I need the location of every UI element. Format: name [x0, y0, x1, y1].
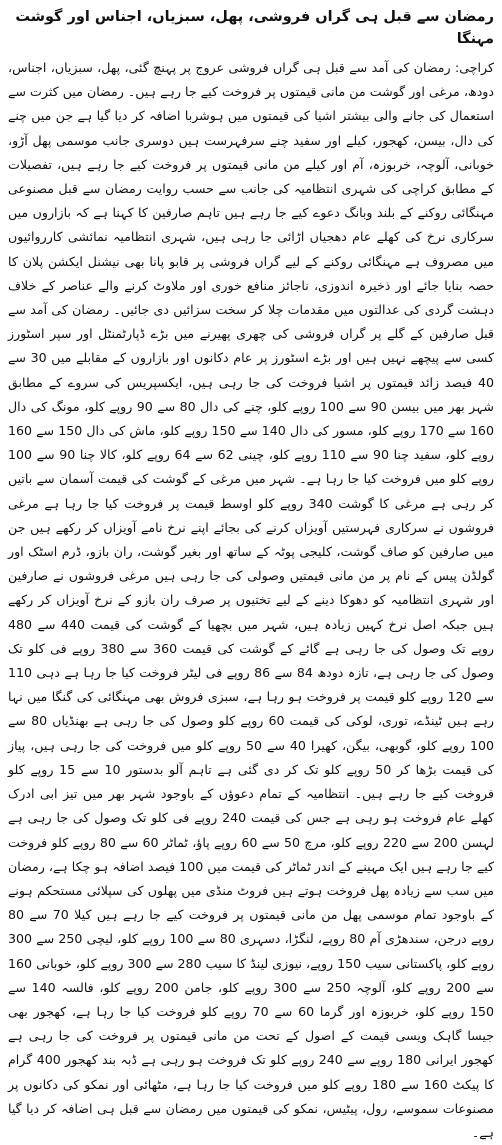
article-headline: رمضان سے قبل ہی گراں فروشی، پھل، سبزیاں، اجناس اور گوشت مہنگا: [15, 9, 494, 47]
article-body: کراچی: رمضان کی آمد سے قبل ہی گراں فروشی عروج پر پہنچ گئی، پھل، سبزیاں، اجناس، دودھ، مرغی اور گوشت من مانی قیمتوں پر فروخت کیے جا رہے ہیں۔ رمضان میں کثرت سے استعمال کی جانے والی بیشتر اشیا کی قیمتوں میں ہوشربا اضافہ کر دیا گیا ہے جن میں چنے کی دال، بیسن، کھجور، کیلے اور سفید چنے سرفہرست ہیں دوسری جانب موسمی پھل آڑو، خوبانی، آلوچہ، خربوزہ، آم اور کیلے من مانی قیمتوں پر فروخت کیے جا رہے ہیں، تفصیلات کے مطابق کراچی کی شہری انتظامیہ کی جانب سے حسب روایت رمضان سے قبل مصنوعی مہنگائی روکنے کے بلند وبانگ دعوے کیے جا رہے ہیں تاہم صارفین کا کہنا ہے کہ بازاروں میں سرکاری نرخ کی کھلے عام دھجیاں اڑائی جا رہی ہیں، شہری انتظامیہ نمائشی کارروائیوں میں مصروف ہے مہنگائی روکنے کے لیے گراں فروشی پر قابو پانا بھی نیشنل ایکشن پلان کا حصہ بنایا جائے اور ذخیرہ اندوزی، ناجائز منافع خوری اور ملاوٹ کرنے والے عناصر کے خلاف دہشت گردی کی عدالتوں میں مقدمات چلا کر سخت سزائیں دی جائیں۔ رمضان کی آمد سے قبل صارفین کے گلے پر گراں فروشی کی چھری پھیرنے میں بڑے ڈپارٹمنٹل اور سپر اسٹورز کسی سے پیچھے نہیں ہیں اور بڑے اسٹورز پر عام دکانوں اور بازاروں کے مقابلے میں 30 سے 40 فیصد زائد قیمتوں پر اشیا فروخت کی جا رہی ہیں، ایکسپریس کی سروے کے مطابق شہر بھر میں بیسن 90 سے 100 روپے کلو، چنے کی دال 80 سے 90 روپے کلو، مونگ کی دال 160 سے 170 روپے کلو، مسور کی دال 140 سے 150 روپے کلو، ماش کی دال 150 سے 160 روپے کلو، سفید چنا 90 سے 110 روپے کلو، چینی 62 سے 64 روپے کلو، کالا چنا 90 سے 100 روپے کلو میں فروخت کیا جا رہا ہے۔ شہر میں مرغی کے گوشت کی قیمت آسمان سے باتیں کر رہی ہے مرغی کا گوشت 340 روپے کلو اوسط قیمت پر فروخت کیا جا رہا ہے مرغی فروشوں نے سرکاری فہرستیں آویزاں کرنے کی بجائے اپنے نرخ نامے آویزاں کر رکھے ہیں جن میں صارفین کو صاف گوشت، کلیجی پوٹہ کے ساتھ اور بغیر گوشت، ران بازو، ڈرم اسٹک اور گولڈن پیس کے نام پر من مانی قیمتیں وصولی کی جا رہی ہیں مرغی فروشوں نے صارفین اور شہری انتظامیہ کو دھوکا دینے کے لیے تختیوں پر صرف ران بازو کے نرخ آویزاں کر رکھے ہیں جبکہ اصل نرخ کہیں زیادہ ہیں، شہر میں بچھیا کے گوشت کی قیمت 440 سے 480 روپے تک وصول کی جا رہی ہے گائے کے گوشت کی قیمت 360 سے 380 روپے فی کلو تک وصول کی جا رہی ہے، تازہ دودھ 84 سے 86 روپے فی لیٹر فروخت کیا جا رہا ہے دہی 110 سے 120 روپے کلو قیمت پر فروخت ہو رہا ہے، سبزی فروش بھی مہنگائی کی گنگا میں نہا رہے ہیں ٹینڈے، توری، لوکی کی قیمت 60 روپے کلو وصول کی جا رہی ہے بھنڈیاں 80 سے 100 روپے کلو، گوبھی، بیگن، کھیرا 40 سے 50 روپے کلو میں فروخت کی جا رہی ہیں، پیاز کی قیمت بڑھا کر 50 روپے کلو تک کر دی گئی ہے تاہم آلو بدستور 10 سے 15 روپے کلو فروخت کیے جا رہے ہیں۔ انتظامیہ کے تمام دعوؤں کے باوجود شہر بھر میں تیز ابی ادرک کھلے عام فروخت ہو رہی ہے جس کی قیمت 240 روپے فی کلو تک وصول کی جا رہی ہے لہسن 200 سے 220 روپے کلو، مرچ 50 سے 60 روپے پاؤ، ٹماٹر 60 سے 80 روپے کلو فروخت کیے جا رہے ہیں ایک مہینے کے اندر ٹماٹر کی قیمت میں 100 فیصد اضافہ ہو چکا ہے، رمضان میں سب سے زیادہ پھل فروخت ہوتے ہیں فروٹ منڈی میں پھلوں کی سپلائی مستحکم ہونے کے باوجود تمام موسمی پھل من مانی قیمتوں پر فروخت کیے جا رہے ہیں کیلا 70 سے 80 روپے درجن، سندھڑی آم 80 روپے، لنگڑا، دسہری 80 سے 100 روپے کلو، لیچی 250 سے 300 روپے کلو، پاکستانی سیب 150 روپے، نیوزی لینڈ کا سیب 280 سے 300 روپے کلو، خوبانی 160 سے 200 روپے کلو، آلوچہ 250 سے 300 روپے کلو، جامن 200 روپے کلو، فالسہ 140 سے 150 روپے کلو، خربوزہ اور گرما 60 سے 70 روپے کلو فروخت کیا جا رہا ہے، کھجور بھی جیسا گاہک ویسی قیمت کے اصول کے تحت من مانی قیمتوں پر فروخت کی جا رہی ہے کھجور ایرانی 180 روپے سے 240 روپے کلو تک فروخت ہو رہی ہے ڈبہ بند کھجور 400 گرام کا پیکٹ 160 سے 180 روپے کلو میں فروخت کیا جا رہا ہے، مٹھائی اور نمکو کی دکانوں پر مصنوعات سموسے، رول، پیٹیس، نمکو کی قیمتوں میں رمضان سے قبل ہی اضافہ کر دیا گیا ہے۔: [8, 60, 495, 1140]
